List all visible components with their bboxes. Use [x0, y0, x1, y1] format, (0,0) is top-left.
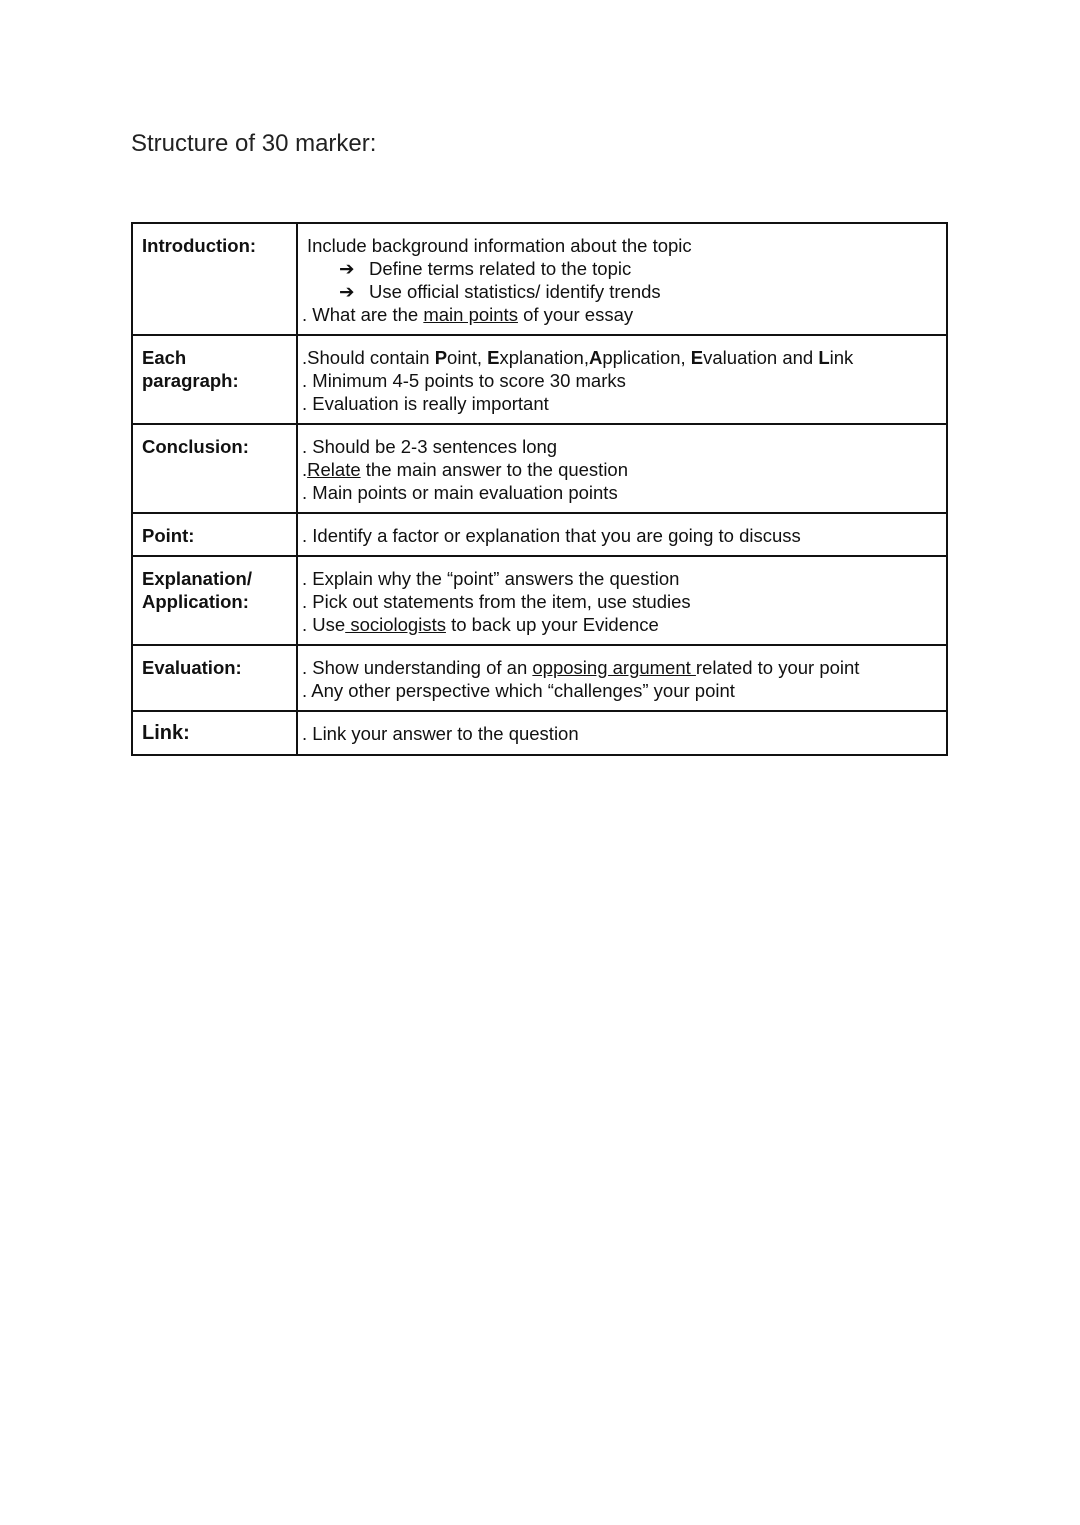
row-label: Evaluation:: [132, 645, 297, 711]
row-content: [297, 556, 947, 645]
content-line-text: to back up your Evidence: [445, 614, 659, 635]
row-content: [297, 513, 947, 556]
content-line: . Should be 2-3 sentences long: [302, 436, 558, 457]
content-line-text: .: [302, 459, 308, 480]
bold-letter: E: [690, 347, 704, 368]
content-line-text: .Should contain: [302, 347, 435, 368]
content-line-text: Use official statistics/ identify trends: [369, 281, 661, 302]
content-line: . Identify a factor or explanation that you are going to discuss: [302, 525, 801, 546]
row-label: Conclusion:: [132, 424, 297, 513]
underlined-text: sociologists: [345, 614, 446, 635]
row-content: [297, 424, 947, 513]
content-line-text: oint,: [447, 347, 488, 368]
row-label: [132, 335, 297, 424]
row-label: Link:: [132, 711, 297, 755]
content-line: [307, 280, 938, 303]
row-content: [297, 645, 947, 711]
content-line-text: . Use: [302, 614, 346, 635]
row-label-line: Each: [142, 347, 187, 368]
row-content: [297, 711, 947, 755]
content-line: . Minimum 4-5 points to score 30 marks: [302, 370, 626, 391]
row-content: [297, 223, 947, 335]
content-line-text: valuation and: [703, 347, 819, 368]
content-line: . Evaluation is really important: [302, 393, 549, 414]
content-line: . Pick out statements from the item, use studies: [302, 591, 691, 612]
content-line: [307, 257, 938, 280]
content-line: . Link your answer to the question: [302, 723, 579, 744]
content-line-text: Define terms related to the topic: [369, 258, 632, 279]
content-line-text: related to your point: [695, 657, 860, 678]
content-line-text: ink: [829, 347, 854, 368]
content-line: [302, 303, 938, 326]
table-row-link: [132, 711, 947, 755]
content-line: . Any other perspective which “challenges” your point: [302, 680, 735, 701]
content-line: [302, 346, 938, 369]
bold-letter: P: [434, 347, 448, 368]
underlined-text: Relate: [307, 459, 361, 480]
row-label-line: Explanation/: [142, 568, 252, 589]
content-line: [302, 656, 938, 679]
content-line-text: of your essay: [517, 304, 634, 325]
row-content: [297, 335, 947, 424]
bold-letter: A: [588, 347, 603, 368]
row-label-line: paragraph:: [142, 370, 239, 391]
essay-structure-table: [131, 222, 948, 756]
bold-letter: L: [818, 347, 830, 368]
content-line: . Explain why the “point” answers the question: [302, 568, 680, 589]
underlined-text: opposing argument: [532, 657, 696, 678]
arrow-right-icon: ➔: [339, 281, 355, 302]
table-row-each-paragraph: [132, 335, 947, 424]
content-line-text: xplanation,: [499, 347, 589, 368]
row-label: [132, 556, 297, 645]
content-line: [302, 613, 938, 636]
content-line-text: . What are the: [302, 304, 424, 325]
table-row-explanation-application: [132, 556, 947, 645]
content-line-text: the main answer to the question: [360, 459, 629, 480]
content-line: Include background information about the topic: [307, 235, 692, 256]
table-row-introduction: [132, 223, 947, 335]
row-label: Introduction:: [132, 223, 297, 335]
arrow-right-icon: ➔: [339, 258, 355, 279]
row-label-line: Application:: [142, 591, 249, 612]
bold-letter: E: [487, 347, 500, 368]
table-row-point: [132, 513, 947, 556]
page-title: Structure of 30 marker:: [131, 130, 377, 157]
table-row-conclusion: [132, 424, 947, 513]
underlined-text: main points: [423, 304, 518, 325]
row-label: Point:: [132, 513, 297, 556]
content-line: . Main points or main evaluation points: [302, 482, 618, 503]
content-line: [302, 458, 938, 481]
table-row-evaluation: [132, 645, 947, 711]
content-line-text: . Show understanding of an: [302, 657, 533, 678]
content-line-text: pplication,: [602, 347, 691, 368]
